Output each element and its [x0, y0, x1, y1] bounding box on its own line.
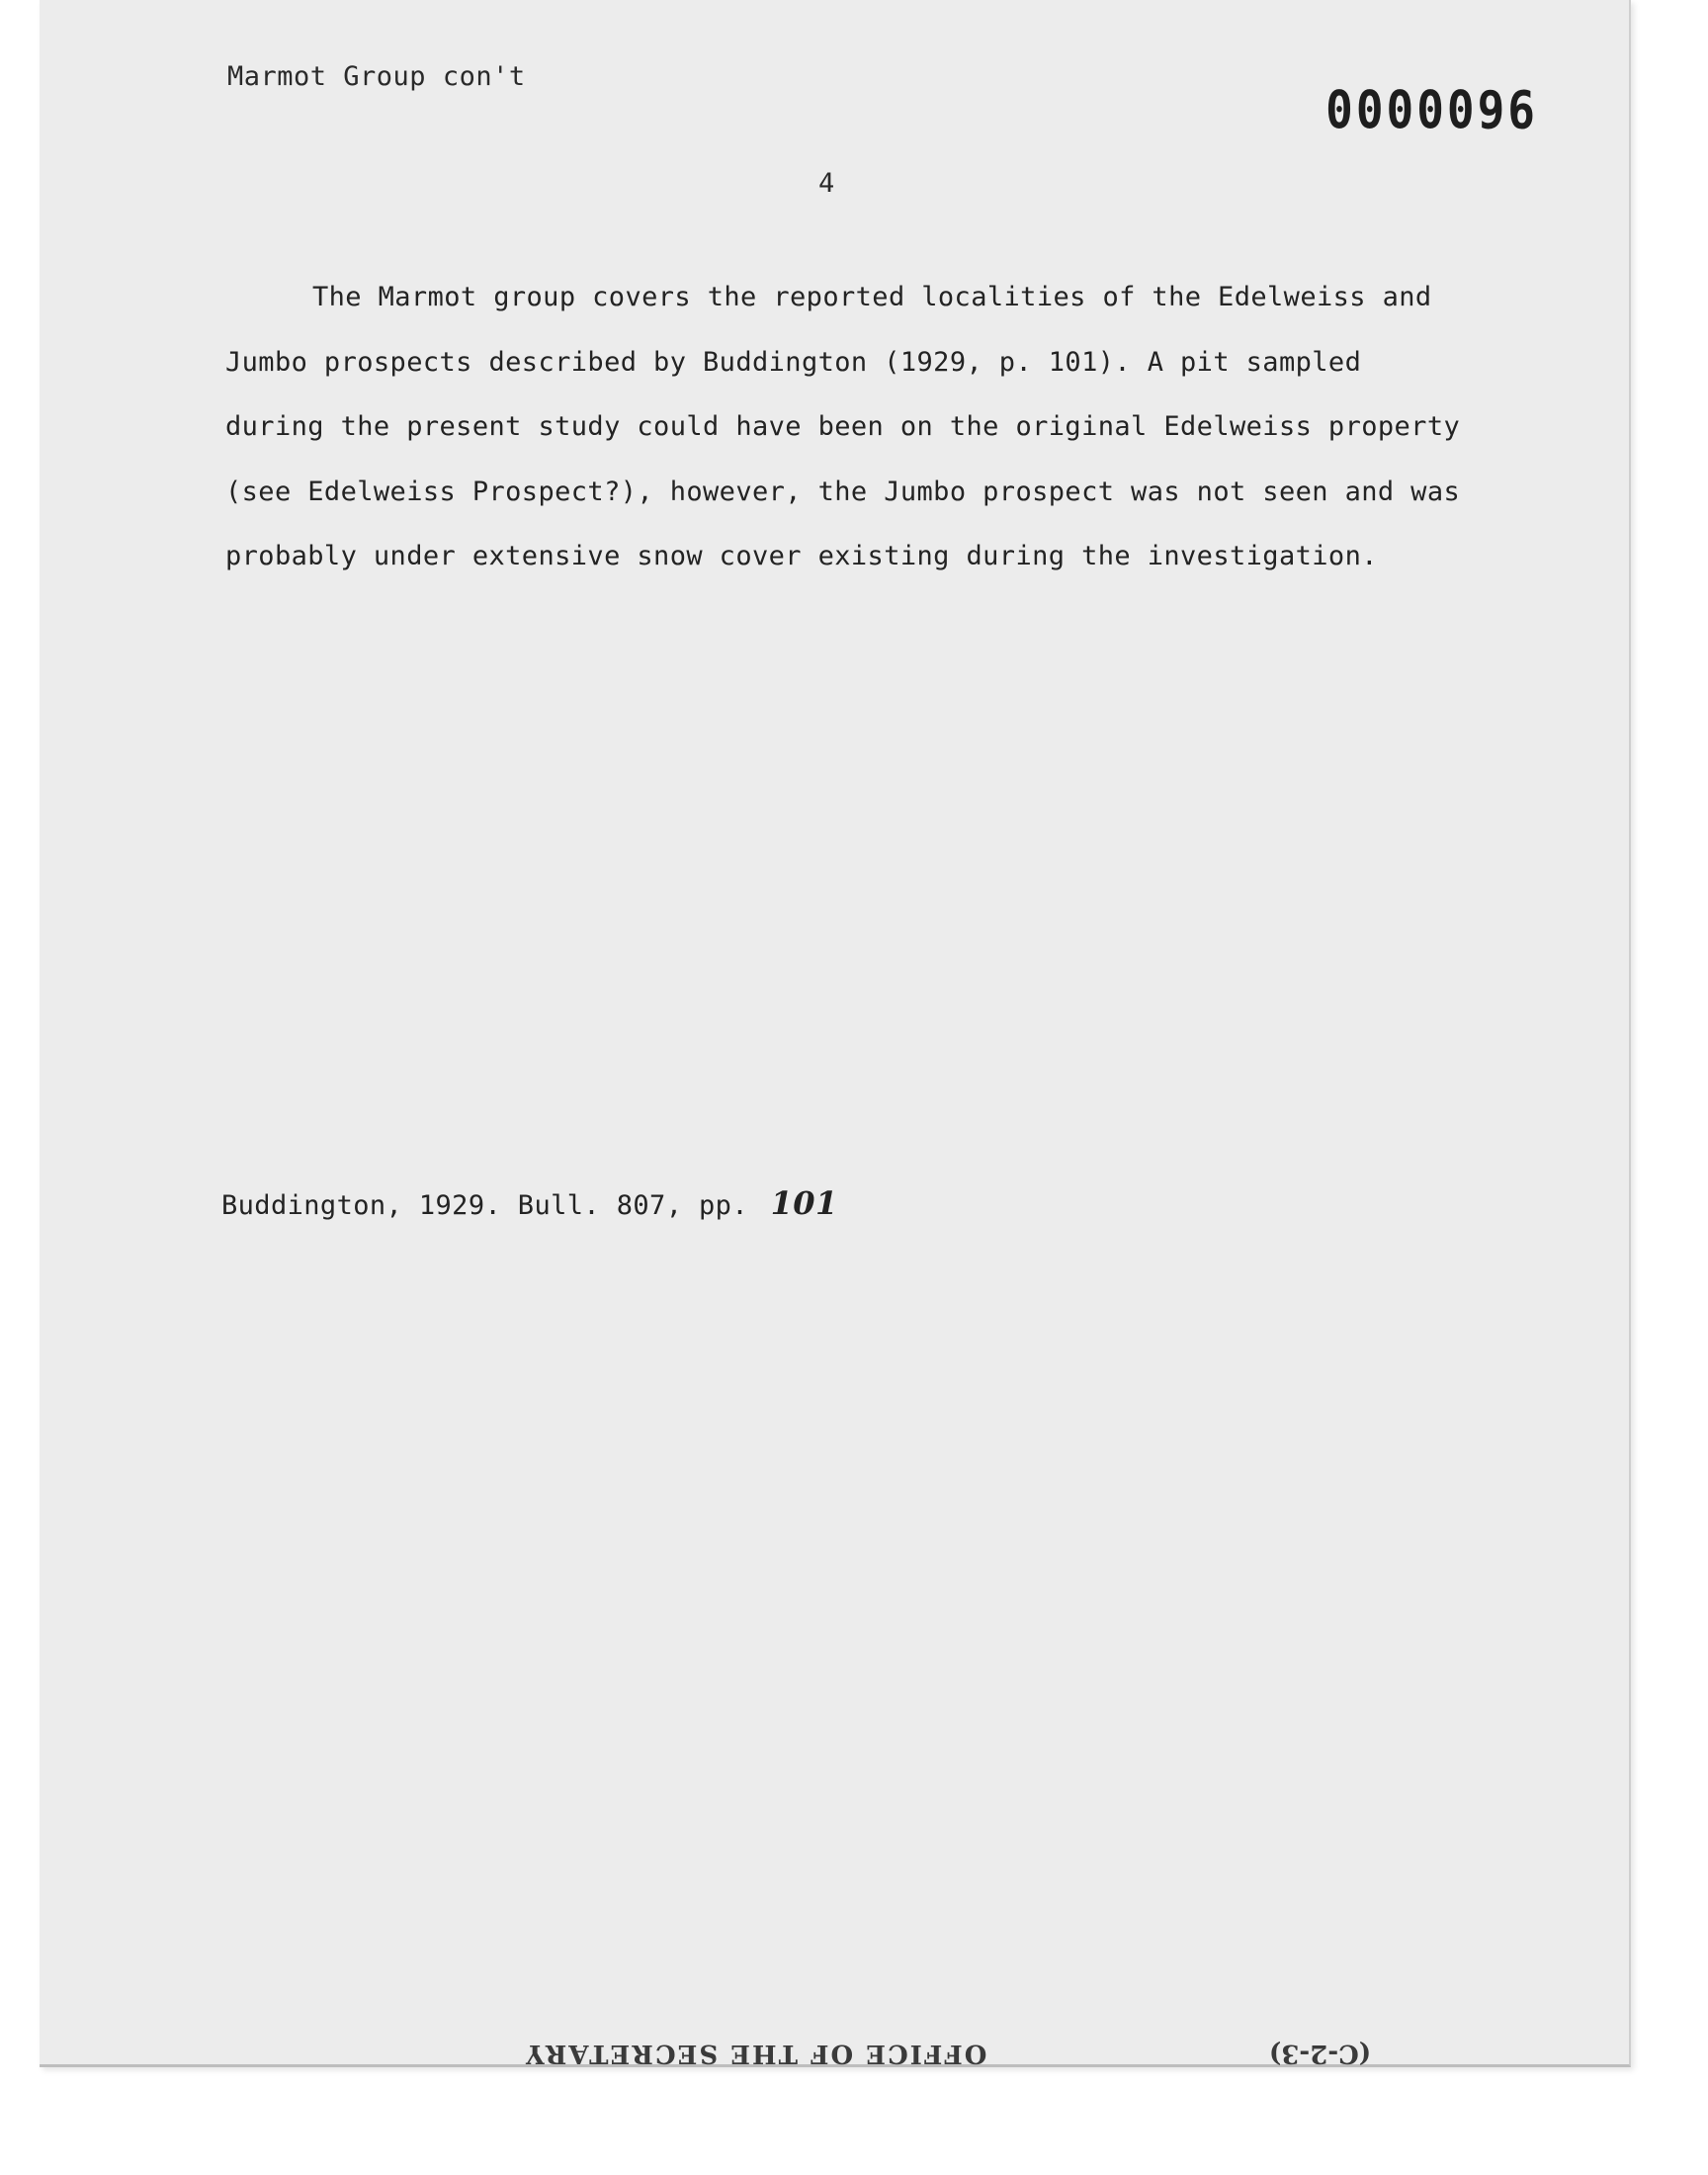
reference-citation	[221, 1184, 838, 1222]
reference-text: Buddington, 1929. Bull. 807, pp.	[221, 1190, 748, 1221]
document-number-stamp: 0000096	[1325, 78, 1538, 141]
handwritten-page-number: 101	[770, 1184, 838, 1222]
footer-stamp: OFFICE OF THE SECRETARY	[524, 2039, 987, 2068]
document-page	[40, 0, 1631, 2067]
running-header: Marmot Group con't	[227, 61, 526, 92]
footer-mark: (C-2-3)	[1269, 2039, 1372, 2068]
body-paragraph: The Marmot group covers the reported localities of the Edelweiss and Jumbo prospects described by Buddington (1929, p. 101). A pit sampled during the present study could have been on the original Edelweiss property (see Edelweiss Prospect?), however, the Jumbo prospect was not seen and was probably under extensive snow cover existing during the investigation.	[225, 282, 1461, 571]
page-number: 4	[818, 168, 835, 199]
